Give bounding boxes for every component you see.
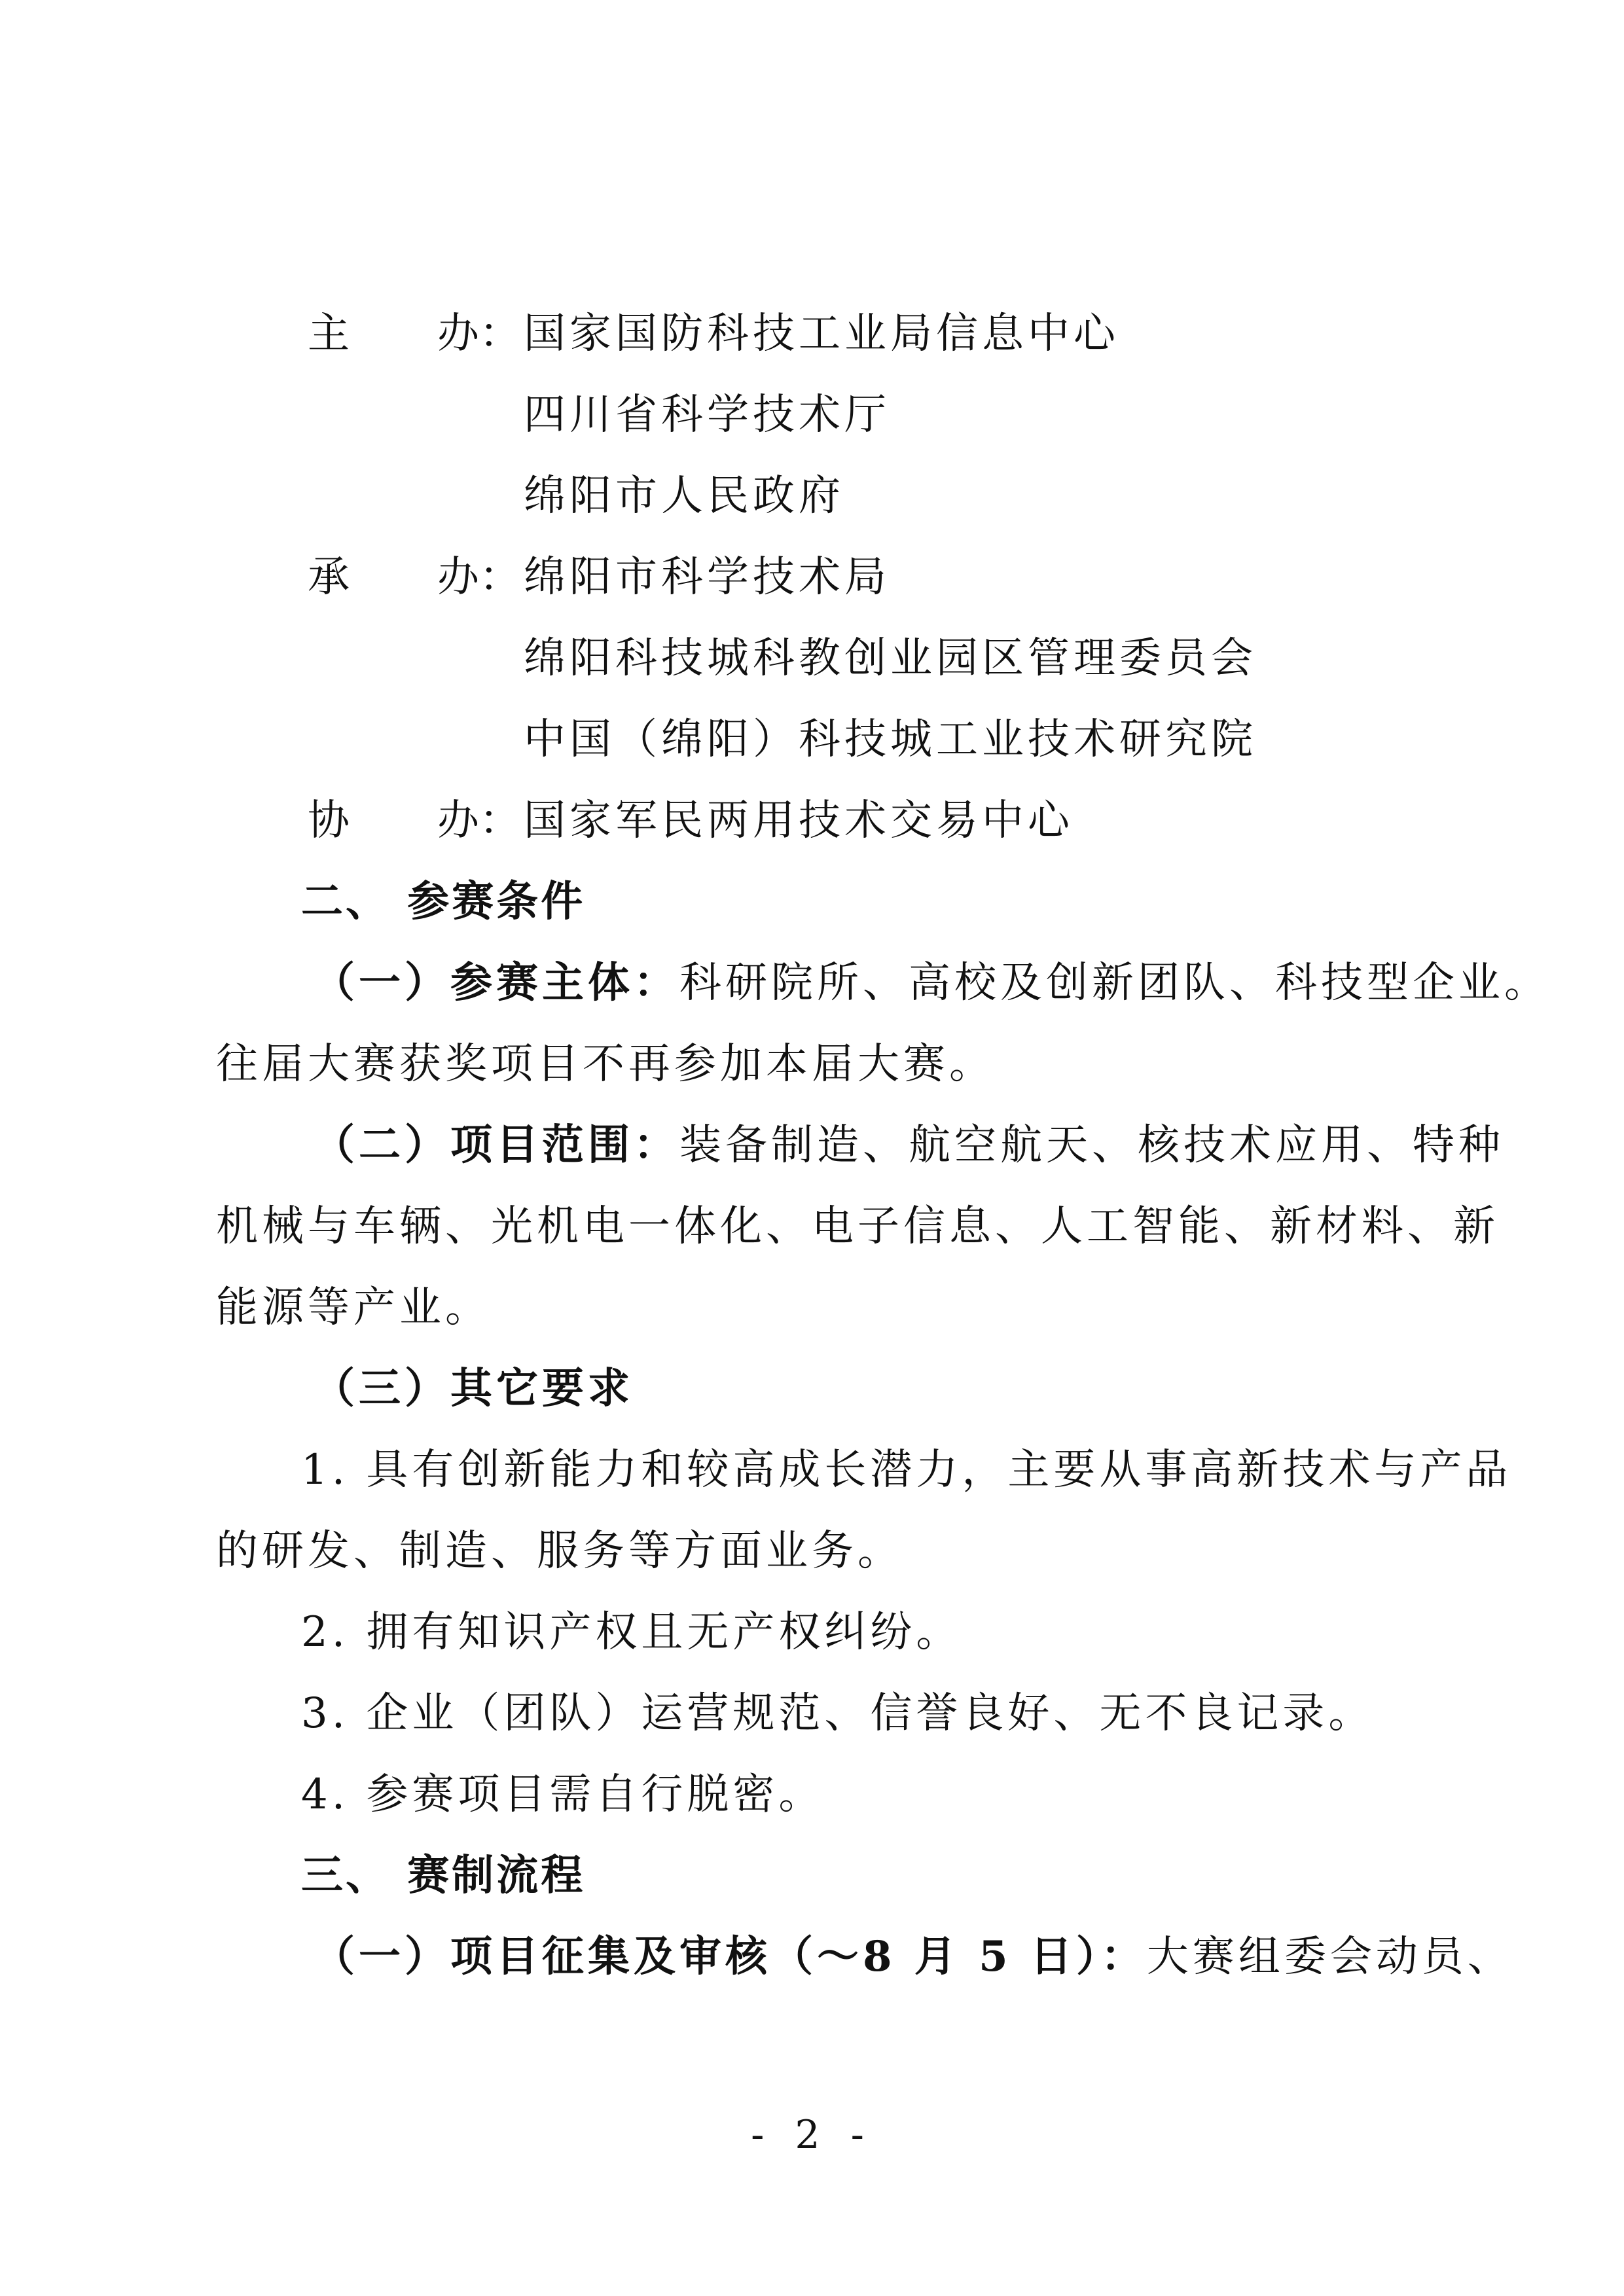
section-2-item-3-title: （三）其它要求: [313, 1364, 634, 1413]
section-3-item-1-title: （一）项目征集及审核（～8 月 5 日）：: [313, 1932, 1147, 1981]
requirement-2: 2. 拥有知识产权且无产权纠纷。: [301, 1608, 962, 1657]
requirement-4: 4. 参赛项目需自行脱密。: [301, 1770, 825, 1819]
section-2-item-1-cont: 往届大赛获奖项目不再参加本届大赛。: [216, 1040, 995, 1088]
organizer-host-2: 四川省科学技术厅: [524, 391, 890, 439]
organizer-undertake-1: 绵阳市科学技术局: [524, 553, 890, 601]
section-2-item-2-title: （二）项目范围：: [313, 1121, 679, 1170]
organizer-assist-1: 国家军民两用技术交易中心: [524, 797, 1074, 845]
organizer-label-host-char2: 办：: [437, 310, 521, 358]
section-3-item-1-text: 大赛组委会动员、: [1146, 1933, 1513, 1981]
section-2-item-2-text: 装备制造、航空航天、核技术应用、特种: [679, 1121, 1504, 1170]
section-2-item-1-text: 科研院所、高校及创新团队、科技型企业。: [679, 959, 1550, 1007]
organizer-label-assist-char1: 协: [308, 797, 350, 845]
section-2-heading: 二、 参赛条件: [301, 878, 586, 926]
page-number: - 2 -: [751, 2112, 873, 2158]
requirement-3: 3. 企业（团队）运营规范、信誉良好、无不良记录。: [301, 1689, 1375, 1738]
section-2-item-1: [313, 957, 1550, 1009]
organizer-host-3: 绵阳市人民政府: [524, 472, 844, 520]
section-2-item-1-title: （一）参赛主体：: [313, 958, 679, 1007]
requirement-1: 1. 具有创新能力和较高成长潜力，主要从事高新技术与产品: [301, 1446, 1512, 1494]
section-2-item-2-cont-2: 能源等产业。: [216, 1283, 491, 1332]
organizer-label-host-char1: 主: [308, 310, 350, 358]
requirement-1-cont: 的研发、制造、服务等方面业务。: [216, 1527, 903, 1575]
organizer-label-undertake-char1: 承: [308, 553, 350, 601]
section-2-item-2-cont-1: 机械与车辆、光机电一体化、电子信息、人工智能、新材料、新: [216, 1202, 1499, 1251]
organizer-undertake-3: 中国（绵阳）科技城工业技术研究院: [524, 715, 1257, 764]
section-3-item-1: [313, 1931, 1513, 1983]
section-3-heading: 三、 赛制流程: [301, 1852, 586, 1900]
section-2-item-2: [313, 1119, 1504, 1172]
organizer-label-assist-char2: 办：: [437, 797, 521, 845]
organizer-undertake-2: 绵阳科技城科教创业园区管理委员会: [524, 634, 1257, 683]
organizer-host-1: 国家国防科技工业局信息中心: [524, 310, 1119, 358]
organizer-label-undertake-char2: 办：: [437, 553, 521, 601]
